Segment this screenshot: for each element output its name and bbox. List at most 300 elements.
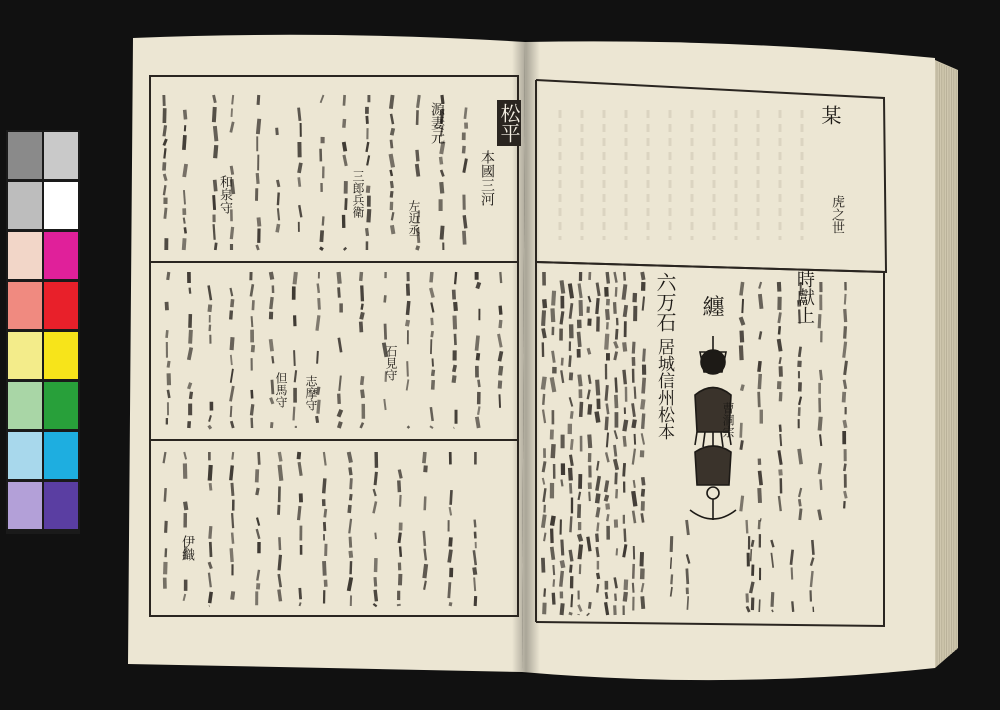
- text-stroke: [615, 445, 616, 457]
- text-stroke: [257, 173, 258, 184]
- text-stroke: [791, 550, 793, 565]
- text-stroke: [317, 416, 318, 423]
- text-stroke: [344, 142, 346, 151]
- text-stroke: [779, 339, 781, 351]
- text-stroke: [752, 540, 753, 547]
- text-stroke: [624, 342, 625, 351]
- text-stroke: [454, 365, 455, 372]
- text-stroke: [597, 494, 598, 504]
- text-stroke: [232, 513, 233, 528]
- text-stroke: [562, 603, 563, 615]
- text-stroke: [747, 520, 748, 533]
- text-stroke: [570, 483, 571, 493]
- text-stroke: [597, 476, 599, 491]
- text-stroke: [324, 522, 325, 531]
- text-stroke: [597, 534, 598, 542]
- text-stroke: [760, 294, 762, 309]
- text-stroke: [166, 521, 167, 533]
- text-stroke: [232, 483, 233, 496]
- text-stroke: [450, 507, 452, 515]
- text-stroke: [799, 449, 801, 464]
- text-stroke: [845, 361, 847, 375]
- text-stroke: [425, 496, 426, 510]
- text-stroke: [164, 125, 166, 136]
- text-stroke: [339, 410, 342, 417]
- text-stroke: [252, 390, 253, 399]
- text-stroke: [367, 116, 368, 124]
- crest-label: 纏: [699, 295, 724, 317]
- text-stroke: [597, 461, 598, 470]
- text-stroke: [257, 245, 259, 250]
- text-stroke: [424, 531, 425, 546]
- text-stroke: [570, 455, 572, 466]
- color-swatch: [44, 232, 78, 279]
- text-stroke: [210, 465, 211, 481]
- text-stroke: [189, 383, 191, 389]
- text-stroke: [231, 421, 233, 428]
- text-stroke: [552, 547, 554, 560]
- text-stroke: [349, 452, 351, 463]
- text-stroke: [441, 182, 442, 193]
- text-stroke: [500, 306, 501, 315]
- text-stroke: [687, 520, 689, 535]
- text-stroke: [477, 336, 479, 351]
- color-swatch: [8, 432, 42, 479]
- text-stroke: [324, 478, 325, 493]
- text-stroke: [231, 465, 233, 480]
- text-stroke: [633, 420, 634, 428]
- text-stroke: [741, 282, 743, 295]
- text-stroke: [751, 549, 752, 561]
- text-stroke: [407, 301, 408, 315]
- text-stroke: [184, 218, 185, 224]
- text-stroke: [615, 459, 618, 470]
- text-stroke: [278, 208, 279, 220]
- text-stroke: [399, 533, 400, 543]
- text-stroke: [299, 108, 300, 121]
- text-stroke: [168, 272, 169, 280]
- text-stroke: [642, 513, 643, 522]
- text-stroke: [571, 594, 572, 607]
- text-stroke: [168, 390, 169, 398]
- text-stroke: [368, 209, 369, 222]
- text-stroke: [820, 434, 821, 446]
- text-stroke: [624, 284, 626, 299]
- text-stroke: [431, 426, 432, 428]
- text-stroke: [442, 226, 443, 240]
- text-stroke: [165, 488, 166, 502]
- text-stroke: [543, 515, 545, 528]
- text-stroke: [588, 348, 590, 354]
- text-stroke: [392, 225, 394, 234]
- text-stroke: [253, 300, 254, 310]
- text-stroke: [391, 170, 392, 176]
- text-stroke: [552, 377, 555, 392]
- text-stroke: [319, 298, 320, 310]
- text-stroke: [643, 296, 644, 310]
- text-stroke: [500, 320, 501, 328]
- book-body: [128, 35, 958, 680]
- color-swatch: [8, 382, 42, 429]
- text-stroke: [214, 224, 215, 240]
- text-stroke: [759, 520, 760, 529]
- text-stroke: [792, 601, 793, 612]
- text-stroke: [624, 436, 625, 447]
- text-stroke: [811, 571, 813, 587]
- text-stroke: [741, 423, 742, 438]
- text-stroke: [552, 308, 553, 322]
- text-stroke: [257, 469, 258, 482]
- text-stroke: [615, 302, 616, 314]
- color-swatch: [44, 432, 78, 479]
- text-stroke: [562, 540, 563, 556]
- text-stroke: [362, 390, 363, 398]
- text-stroke: [625, 529, 626, 542]
- text-stroke: [321, 230, 322, 242]
- text-stroke: [258, 583, 259, 589]
- text-stroke: [189, 347, 192, 359]
- text-stroke: [279, 589, 281, 601]
- text-stroke: [232, 591, 233, 599]
- text-stroke: [475, 520, 476, 528]
- text-stroke: [407, 320, 408, 326]
- text-stroke: [257, 488, 258, 495]
- text-stroke: [561, 311, 563, 324]
- text-stroke: [375, 577, 376, 586]
- text-stroke: [500, 366, 501, 375]
- text-stroke: [449, 582, 450, 598]
- text-stroke: [626, 580, 627, 590]
- text-stroke: [643, 378, 644, 394]
- text-stroke: [346, 198, 347, 210]
- text-stroke: [299, 163, 301, 173]
- text-stroke: [598, 573, 599, 579]
- text-stroke: [671, 557, 672, 568]
- text-stroke: [400, 495, 401, 507]
- text-stroke: [671, 574, 672, 584]
- text-stroke: [279, 555, 280, 571]
- temple-sect: 曹洞宗: [721, 402, 735, 438]
- color-swatch: [44, 382, 78, 429]
- text-stroke: [772, 610, 773, 612]
- text-stroke: [780, 425, 781, 432]
- color-calibration-ruler: [6, 130, 80, 534]
- text-stroke: [231, 310, 232, 319]
- text-stroke: [232, 533, 233, 544]
- text-stroke: [642, 552, 643, 566]
- text-stroke: [606, 602, 608, 615]
- text-stroke: [633, 491, 635, 506]
- clan-title: 松平: [497, 100, 521, 146]
- text-stroke: [367, 228, 368, 236]
- text-stroke: [597, 380, 598, 396]
- text-stroke: [391, 154, 393, 167]
- text-stroke: [272, 356, 273, 363]
- text-stroke: [279, 537, 280, 550]
- text-stroke: [741, 496, 743, 512]
- color-swatch: [44, 282, 78, 329]
- text-stroke: [318, 400, 319, 414]
- text-stroke: [617, 548, 618, 555]
- color-swatch: [44, 482, 78, 529]
- text-stroke: [589, 602, 590, 609]
- text-stroke: [635, 434, 636, 445]
- text-stroke: [214, 107, 215, 122]
- text-stroke: [350, 494, 351, 500]
- text-stroke: [642, 399, 643, 409]
- text-stroke: [606, 385, 607, 401]
- text-stroke: [215, 180, 216, 192]
- text-stroke: [375, 533, 376, 539]
- text-stroke: [553, 579, 554, 586]
- text-stroke: [642, 596, 643, 609]
- text-stroke: [579, 534, 581, 541]
- text-stroke: [478, 380, 479, 387]
- text-stroke: [210, 483, 211, 490]
- text-stroke: [258, 119, 259, 134]
- text-stroke: [294, 407, 295, 421]
- text-stroke: [299, 452, 300, 459]
- text-stroke: [759, 599, 760, 612]
- text-stroke: [624, 463, 625, 476]
- text-stroke: [635, 387, 636, 399]
- text-stroke: [350, 537, 351, 548]
- text-stroke: [339, 422, 341, 428]
- text-stroke: [433, 370, 434, 376]
- text-stroke: [253, 345, 254, 352]
- text-stroke: [800, 509, 801, 520]
- castle: 居城信州松本: [654, 338, 674, 440]
- text-stroke: [433, 358, 434, 366]
- text-stroke: [432, 331, 433, 337]
- text-stroke: [300, 588, 301, 599]
- text-stroke: [742, 385, 744, 391]
- text-stroke: [477, 417, 479, 428]
- text-stroke: [643, 489, 644, 497]
- text-stroke: [231, 355, 232, 365]
- text-stroke: [589, 375, 590, 384]
- text-stroke: [624, 420, 626, 431]
- text-stroke: [295, 272, 296, 284]
- text-stroke: [165, 208, 166, 219]
- text-stroke: [231, 108, 232, 117]
- text-stroke: [399, 470, 401, 479]
- text-stroke: [344, 95, 345, 106]
- text-stroke: [643, 477, 644, 485]
- text-stroke: [349, 577, 352, 590]
- text-stroke: [279, 452, 281, 461]
- text-stroke: [278, 193, 279, 206]
- text-stroke: [845, 294, 846, 305]
- text-stroke: [544, 533, 545, 541]
- text-stroke: [543, 461, 545, 472]
- text-stroke: [571, 372, 572, 380]
- color-swatch: [44, 132, 78, 179]
- text-stroke: [362, 285, 363, 301]
- text-stroke: [277, 180, 279, 187]
- text-stroke: [625, 305, 627, 317]
- text-stroke: [339, 272, 340, 284]
- text-stroke: [258, 95, 259, 105]
- text-stroke: [844, 464, 845, 471]
- text-stroke: [317, 351, 318, 364]
- text-stroke: [375, 590, 376, 601]
- text-stroke: [616, 489, 617, 498]
- text-stroke: [209, 562, 211, 569]
- home-province: 本國三河: [479, 150, 495, 206]
- color-swatch: [8, 282, 42, 329]
- text-stroke: [344, 119, 345, 128]
- text-stroke: [741, 440, 742, 449]
- text-stroke: [168, 361, 169, 368]
- entry-name: 但馬守: [274, 372, 288, 408]
- text-stroke: [385, 324, 386, 340]
- text-stroke: [374, 604, 375, 606]
- text-stroke: [845, 326, 846, 338]
- text-stroke: [606, 480, 608, 492]
- text-stroke: [799, 499, 800, 506]
- text-stroke: [616, 395, 617, 408]
- text-stroke: [597, 283, 599, 296]
- text-stroke: [259, 217, 260, 226]
- text-stroke: [571, 439, 572, 450]
- text-stroke: [597, 507, 599, 517]
- text-stroke: [625, 592, 626, 601]
- text-stroke: [820, 370, 821, 380]
- text-stroke: [384, 399, 385, 410]
- text-stroke: [391, 140, 392, 149]
- text-stroke: [552, 516, 554, 526]
- text-stroke: [570, 468, 571, 481]
- text-stroke: [820, 417, 821, 431]
- text-stroke: [500, 381, 501, 389]
- text-stroke: [477, 282, 479, 288]
- text-stroke: [553, 291, 554, 306]
- text-stroke: [164, 148, 165, 158]
- color-swatch: [8, 232, 42, 279]
- text-stroke: [407, 426, 409, 428]
- text-stroke: [597, 547, 598, 557]
- text-stroke: [597, 298, 598, 314]
- text-stroke: [277, 224, 278, 232]
- text-stroke: [424, 452, 425, 463]
- text-stroke: [844, 342, 846, 358]
- text-stroke: [543, 394, 544, 405]
- text-stroke: [190, 330, 191, 344]
- text-stroke: [185, 227, 186, 233]
- text-stroke: [185, 502, 186, 510]
- text-stroke: [597, 584, 598, 593]
- text-stroke: [339, 394, 340, 404]
- text-stroke: [687, 568, 688, 584]
- text-stroke: [779, 312, 781, 323]
- text-stroke: [844, 392, 845, 402]
- text-stroke: [500, 272, 501, 283]
- text-stroke: [562, 560, 564, 567]
- text-stroke: [589, 492, 590, 501]
- color-swatch: [8, 332, 42, 379]
- text-stroke: [543, 310, 544, 325]
- text-stroke: [464, 231, 465, 245]
- text-stroke: [455, 272, 456, 284]
- text-stroke: [454, 375, 455, 382]
- text-stroke: [844, 420, 846, 428]
- text-stroke: [780, 434, 781, 446]
- text-stroke: [633, 564, 634, 579]
- text-stroke: [499, 351, 501, 361]
- color-swatch: [8, 482, 42, 529]
- text-stroke: [184, 190, 185, 204]
- text-stroke: [581, 402, 582, 417]
- text-stroke: [607, 433, 608, 448]
- text-stroke: [432, 318, 433, 325]
- text-stroke: [553, 444, 554, 458]
- text-stroke: [633, 342, 634, 354]
- text-stroke: [562, 280, 564, 293]
- text-stroke: [350, 551, 351, 558]
- text-stroke: [779, 326, 780, 334]
- text-stroke: [164, 185, 166, 195]
- text-stroke: [210, 526, 211, 539]
- text-stroke: [570, 550, 572, 562]
- text-stroke: [164, 162, 165, 170]
- text-stroke: [271, 272, 272, 279]
- text-stroke: [184, 135, 185, 150]
- text-stroke: [474, 577, 475, 591]
- text-stroke: [299, 462, 301, 476]
- text-stroke: [252, 316, 253, 327]
- text-stroke: [361, 272, 362, 281]
- corner-note: 虎之世: [829, 195, 844, 234]
- gift-heading: 時獻上: [794, 270, 815, 324]
- text-stroke: [185, 110, 186, 120]
- corner-mark: 某: [818, 105, 842, 125]
- text-stroke: [741, 345, 742, 360]
- text-stroke: [210, 592, 212, 603]
- text-stroke: [588, 537, 590, 552]
- color-swatch: [44, 332, 78, 379]
- text-stroke: [772, 592, 773, 607]
- text-stroke: [417, 164, 419, 176]
- text-stroke: [392, 128, 394, 135]
- right-page: [522, 41, 935, 680]
- left-page: [128, 35, 525, 672]
- text-stroke: [561, 479, 562, 486]
- text-stroke: [544, 299, 545, 308]
- color-swatch: [8, 132, 42, 179]
- text-stroke: [553, 565, 554, 575]
- text-stroke: [624, 370, 625, 384]
- text-stroke: [392, 212, 394, 220]
- text-stroke: [597, 412, 599, 423]
- text-stroke: [399, 480, 400, 492]
- text-stroke: [687, 596, 688, 610]
- text-stroke: [579, 283, 581, 298]
- text-stroke: [759, 392, 760, 407]
- text-stroke: [210, 542, 211, 557]
- text-stroke: [424, 549, 425, 561]
- text-stroke: [543, 328, 545, 338]
- text-stroke: [231, 227, 232, 239]
- text-stroke: [231, 548, 232, 562]
- entry-name: 左近丞: [407, 200, 421, 236]
- text-stroke: [606, 334, 607, 350]
- text-stroke: [232, 299, 233, 307]
- text-stroke: [845, 309, 846, 322]
- text-stroke: [317, 315, 319, 330]
- text-stroke: [579, 545, 581, 560]
- text-stroke: [606, 592, 607, 599]
